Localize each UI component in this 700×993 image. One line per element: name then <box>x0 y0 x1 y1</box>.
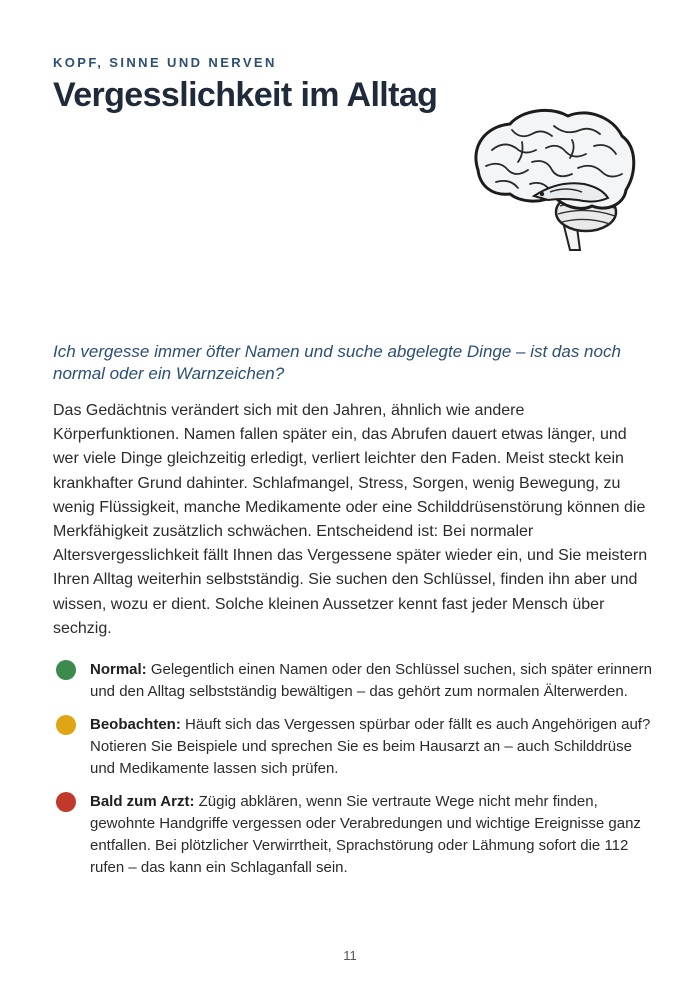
yellow-dot-icon <box>56 715 76 735</box>
level-text: Gelegentlich einen Namen oder den Schlüssel suchen, sich später erinnern und den Alltag selbstständig bewältigen – das gehört zum normalen Älterwerden. <box>90 661 652 700</box>
level-text: Häuft sich das Vergessen spürbar oder fällt es auch Angehörigen auf? Notieren Sie Beispiele und sprechen Sie es beim Hausarzt an – auch Schilddrüse und Medikamente lassen sich prüfen. <box>90 716 651 777</box>
green-dot-icon <box>56 660 76 680</box>
level-label: Normal: <box>90 661 151 678</box>
level-label: Bald zum Arzt: <box>90 793 199 810</box>
level-observe <box>56 714 656 780</box>
page-number: 11 <box>343 948 357 963</box>
page-title: Vergesslichkeit im Alltag <box>53 76 438 114</box>
body-paragraph: Das Gedächtnis verändert sich mit den Jahren, ähnlich wie andere Körperfunktionen. Namen fallen später ein, das Abrufen dauert etwas länger, und wer viele Dinge gleichzeitig erledigt, verliert leichter den Faden. Meist steckt kein krankhafter Grund dahinter. Schlafmangel, Stress, Sorgen, wenig Bewegung, zu wenig Flüssigkeit, manche Medikamente oder eine Schilddrüsenstörung können die Merkfähigkeit zusätzlich schwächen. Entscheidend ist: Bei normaler Altersvergesslichkeit fällt Ihnen das Vergessene später wieder ein, und Sie meistern Ihren Alltag weiterhin selbstständig. Sie suchen den Schlüssel, finden ihn aber und wissen, wozu er dient. Solche kleinen Aussetzer kennt fast jeder Mensch über sechzig. <box>53 402 648 637</box>
level-doctor <box>56 791 656 879</box>
section-kicker: KOPF, SINNE UND NERVEN <box>53 55 277 70</box>
brain-icon <box>462 100 642 260</box>
level-label: Beobachten: <box>90 716 186 733</box>
question-text: Ich vergesse immer öfter Namen und suche abgelegte Dinge – ist das noch normal oder ein Warnzeichen? <box>53 342 621 383</box>
level-normal <box>56 659 656 703</box>
red-dot-icon <box>56 792 76 812</box>
level-text: Zügig abklären, wenn Sie vertraute Wege nicht mehr finden, gewohnte Handgriffe vergessen oder Verabredungen und wichtige Ereignisse ganz entfallen. Bei plötzlicher Verwirrtheit, Sprachstörung oder Lähmung sofort die 112 rufen – das kann ein Schlaganfall sein. <box>90 793 641 876</box>
traffic-light-list <box>56 659 656 890</box>
